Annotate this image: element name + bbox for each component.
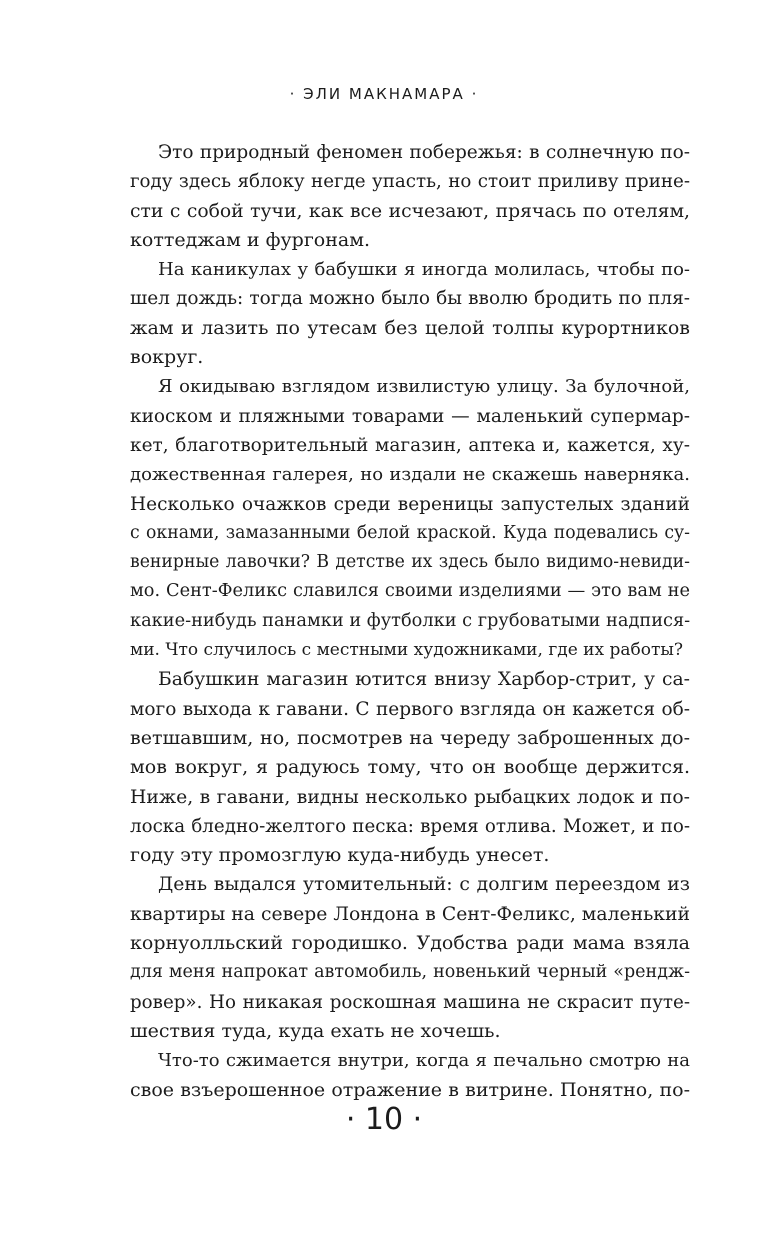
paragraph (130, 255, 690, 372)
text-line: жам и лазить по утесам без целой толпы курортников (130, 316, 690, 339)
text-line: вокруг. (130, 346, 204, 369)
text-line: году здесь яблоку негде упасть, но стоит приливу прине- (130, 171, 690, 193)
paragraph (130, 138, 690, 255)
text-line: для меня напрокат автомобиль, новенький черный «рендж- (130, 962, 690, 983)
text-line: кет, благотворительный магазин, аптека и, кажется, ху- (130, 434, 690, 456)
text-line: квартиры на севере Лондона в Сент-Феликс, маленький (130, 903, 690, 925)
text-line: коттеджам и фургонам. (130, 228, 371, 251)
text-line: ми. Что случилось с местными художниками, где их работы? (130, 640, 684, 661)
text-line: году эту промозглую куда-нибудь унесет. (130, 844, 550, 867)
text-line: Что-то сжимается внутри, когда я печально смотрю на (158, 1050, 690, 1072)
text-line: киоском и пляжными товарами — маленький супермар- (130, 405, 690, 427)
text-line: ветшавшим, но, посмотрев на череду заброшенных до- (130, 726, 690, 749)
body-text (130, 138, 690, 1105)
text-line: Это природный феномен побережья: в солнечную по- (158, 142, 690, 163)
text-line: свое взъерошенное отражение в витрине. Понятно, по- (130, 1078, 690, 1101)
text-line: На каникулах у бабушки я иногда молилась, чтобы по- (158, 259, 690, 281)
text-line: лоска бледно-желтого песка: время отлива. Может, и по- (130, 815, 690, 837)
text-line: мого выхода к гавани. С первого взгляда он кажется об- (130, 698, 690, 720)
text-line: Ниже, в гавани, видны несколько рыбацких лодок и по- (130, 786, 690, 808)
text-line: мо. Сент-Феликс славился своими изделиями — это вам не (130, 581, 690, 602)
text-line: с окнами, замазанными белой краской. Куда подевались су- (130, 522, 690, 543)
page-number: · 10 · (345, 1102, 423, 1137)
paragraph (130, 1046, 690, 1105)
text-line: Я окидываю взглядом извилистую улицу. За булочной, (158, 376, 690, 398)
text-line: сти с собой тучи, как все исчезают, прячась по отелям, (130, 200, 690, 222)
text-line: корнуолльский городишко. Удобства ради мама взяла (130, 932, 690, 955)
running-head: · ЭЛИ МАКНАМАРА · (289, 85, 479, 103)
paragraph (130, 870, 690, 1046)
text-line: Несколько очажков среди вереницы запустелых зданий (130, 493, 690, 515)
text-line: Бабушкин магазин ютится внизу Харбор-стрит, у са- (158, 669, 690, 691)
text-line: шествия туда, куда ехать не хочешь. (130, 1019, 501, 1042)
text-line: какие-нибудь панамки и футболки с грубоватыми надпися- (130, 610, 691, 631)
paragraph (130, 665, 690, 870)
text-line: мов вокруг, я радуюсь тому, что он вообще держится. (130, 756, 690, 779)
text-line: шел дождь: тогда можно было бы вволю бродить по пля- (130, 288, 690, 310)
text-line: дожественная галерея, но издали не скажешь наверняка. (130, 464, 690, 486)
text-line: День выдался утомительный: с долгим переездом из (158, 874, 690, 896)
paragraph (130, 372, 690, 665)
text-line: ровер». Но никакая роскошная машина не скрасит путе- (130, 991, 690, 1013)
text-line: венирные лавочки? В детстве их здесь было видимо-невиди- (130, 552, 690, 573)
